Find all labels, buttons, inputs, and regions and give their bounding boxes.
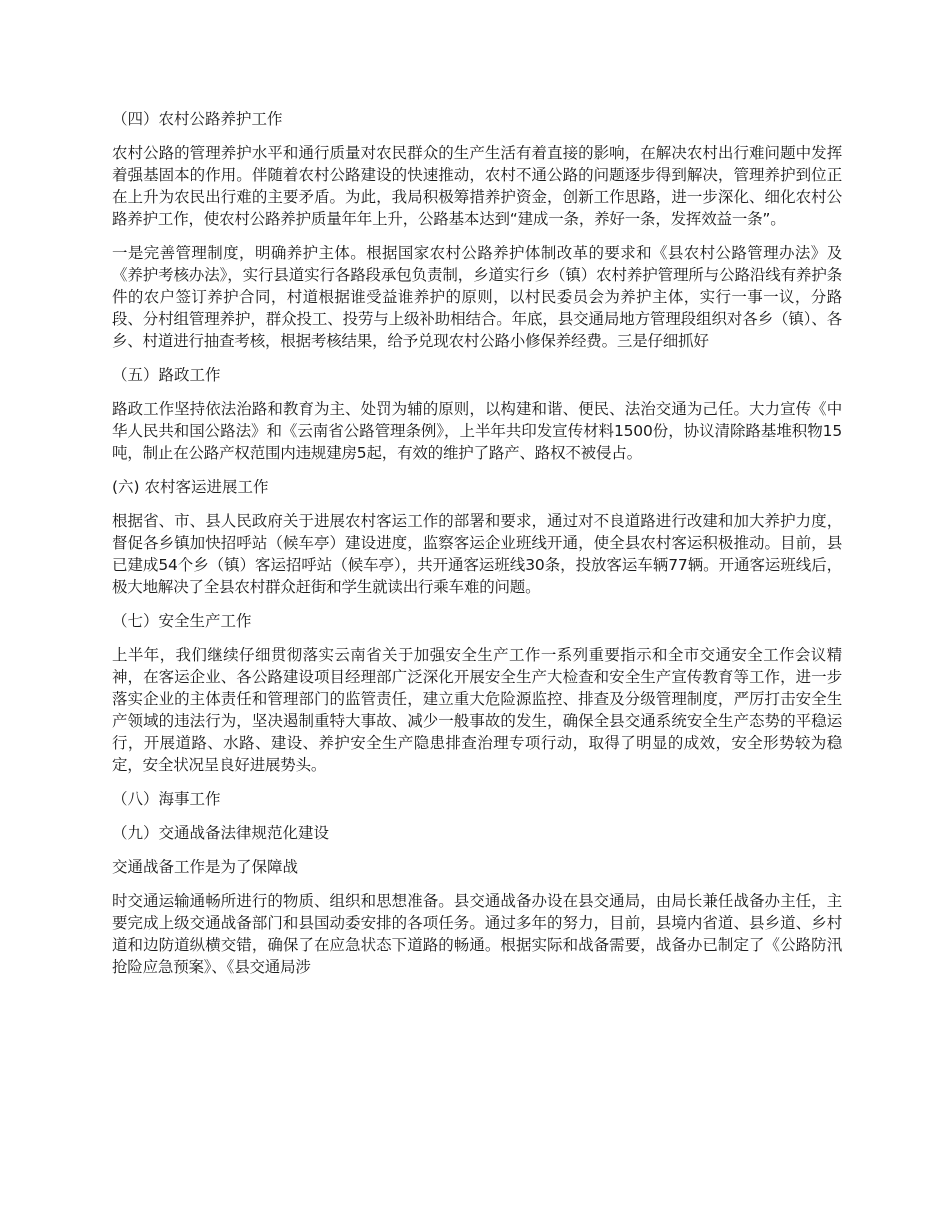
paragraph-road-administration: 路政工作坚持依法治路和教育为主、处罚为辅的原则，以构建和谐、便民、法治交通为己任。大力宣传《中华人民共和国公路法》和《云南省公路管理条例》，上半年共印发宣传材料1500份，协议清除路基堆积物15吨，制止在公路产权范围内违规建房5起，有效的维护了路产、路权不被侵占。	[112, 400, 842, 462]
section-heading-7: （七）安全生产工作	[112, 612, 252, 630]
paragraph-safety-production: 上半年，我们继续仔细贯彻落实云南省关于加强安全生产工作一系列重要指示和全市交通安全工作会议精神，在客运企业、各公路建设项目经理部广泛深化开展安全生产大检查和安全生产宣传教育等工作，进一步落实企业的主体责任和管理部门的监管责任，建立重大危险源监控、排查及分级管理制度，严厉打击安全生产领域的违法行为，坚决遏制重特大事故、减少一般事故的发生，确保全县交通系统安全生产态势的平稳运行，开展道路、水路、建设、养护安全生产隐患排查治理专项行动，取得了明显的成效，安全形势较为稳定，安全状况呈良好进展势头。	[112, 646, 842, 774]
section-heading-6: (六) 农村客运进展工作	[112, 478, 269, 496]
paragraph-management-system: 一是完善管理制度，明确养护主体。根据国家农村公路养护体制改革的要求和《县农村公路管理办法》及《养护考核办法》，实行县道实行各路段承包负责制，乡道实行乡（镇）农村养护管理所与公路沿线有养护条件的农户签订养护合同，村道根据谁受益谁养护的原则，以村民委员会为养护主体，实行一事一议，分路段、分村组管理养护，群众投工、投劳与上级补助相结合。年底，县交通局地方管理段组织对各乡（镇）、各乡、村道进行抽查考核，根据考核结果，给予兑现农村公路小修保养经费。三是仔细抓好	[112, 244, 842, 350]
document-body	[112, 108, 842, 990]
paragraph-rural-passenger-transport: 根据省、市、县人民政府关于进展农村客运工作的部署和要求，通过对不良道路进行改建和加大养护力度，督促各乡镇加快招呼站（候车亭）建设进度，监察客运企业班线开通，使全县农村客运积极推动。目前，县已建成54个乡（镇）客运招呼站（候车亭），共开通客运班线30条，投放客运车辆77辆。开通客运班线后，极大地解决了全县农村群众赶街和学生就读出行乘车难的问题。	[112, 512, 842, 596]
paragraph-rural-road-maintenance: 农村公路的管理养护水平和通行质量对农民群众的生产生活有着直接的影响，在解决农村出行难问题中发挥着强基固本的作用。伴随着农村公路建设的快速推动，农村不通公路的问题逐步得到解决，管理养护到位正在上升为农民出行难的主要矛盾。为此，我局积极筹措养护资金，创新工作思路，进一步深化、细化农村公路养护工作，使农村公路养护质量年年上升，公路基本达到“建成一条，养好一条，发挥效益一条”。	[112, 144, 842, 228]
paragraph-war-preparedness-intro: 交通战备工作是为了保障战	[112, 858, 299, 876]
section-heading-4: （四）农村公路养护工作	[112, 110, 283, 128]
section-heading-8: （八）海事工作	[112, 790, 221, 808]
section-heading-5: （五）路政工作	[112, 366, 221, 384]
paragraph-war-preparedness: 时交通运输通畅所进行的物质、组织和思想准备。县交通战备办设在县交通局，由局长兼任战备办主任，主要完成上级交通战备部门和县国动委安排的各项任务。通过多年的努力，目前，县境内省道、县乡道、乡村道和边防道纵横交错，确保了在应急状态下道路的畅通。根据实际和战备需要，战备办已制定了《公路防汛抢险应急预案》、《县交通局涉	[112, 892, 842, 976]
section-heading-9: （九）交通战备法律规范化建设	[112, 824, 330, 842]
